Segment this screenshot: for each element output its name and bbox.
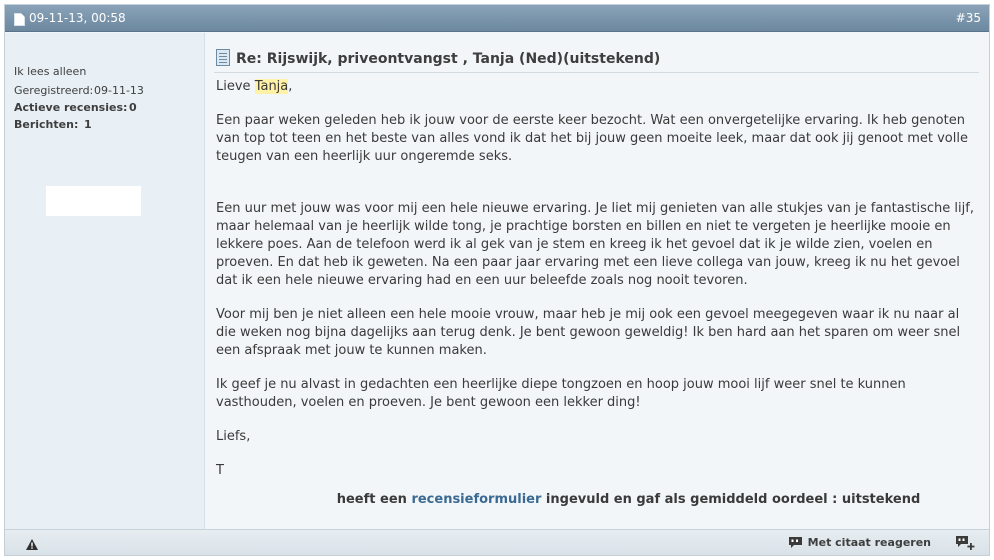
title-divider <box>214 72 979 73</box>
posts-label: Berichten: <box>14 118 79 131</box>
paragraph-4: Ik geef je nu alvast in gedachten een heerlijke diepe tongzoen en hoop jouw mooi lijf weer snel te kunnen vasthouden, voelen en proeven. Je bent gewoon een lekker ding! <box>216 377 906 410</box>
post-icon <box>216 49 230 66</box>
posts-row <box>14 116 92 133</box>
registered-label: Geregistreerd: <box>14 84 94 97</box>
posts-value: 1 <box>84 118 92 131</box>
document-icon <box>14 13 25 26</box>
post-footer <box>5 529 989 555</box>
review-summary <box>206 491 989 509</box>
post-message <box>216 78 981 480</box>
post-content <box>206 33 989 529</box>
paragraph-2: Een uur met jouw was voor mij een hele nieuwe ervaring. Je liet mij genieten van alle stukjes van je fantastische lijf, maar helemaal van je heerlijk wilde tong, je prachtige borsten en billen en niet te vergeten je heerlijke mooie en lekkere poes. Aan de telefoon werd ik al gek van je stem en kreeg ik het gevoel dat ik je wilde zien, voelen en proeven. En dat heb ik geweten. Na een paar jaar ervaring met een lieve collega van jouw, kreeg ik nu het gevoel dat ik een hele nieuwe ervaring had en een uur beleefde zoals nog nooit tevoren. <box>216 201 974 288</box>
user-info-panel <box>5 33 205 529</box>
greeting-prefix: Lieve <box>216 79 255 94</box>
paragraph-3: Voor mij ben je niet alleen een hele mooie vrouw, maar heb je mij ook een gevoel meegegeven waar ik nu naar al die weken nog bijna dagelijks aan terug denk. Je bent gewoon geweldig! Ik ben hard aan het sparen om weer snel een afspraak met jouw te kunnen maken. <box>216 307 961 358</box>
signature: T <box>216 463 224 478</box>
user-title: Ik lees alleen <box>14 65 87 78</box>
registered-row <box>14 82 144 99</box>
post-title: Re: Rijswijk, priveontvangst , Tanja (Ned)(uitstekend) <box>236 51 661 67</box>
avatar[interactable] <box>46 186 141 216</box>
reviews-label: Actieve recensies: <box>14 101 128 114</box>
reviews-value: 0 <box>129 101 137 114</box>
paragraph-1: Een paar weken geleden heb ik jouw voor de eerste keer bezocht. Wat een onvergetelijke ervaring. Ik heb genoten van top tot teen en het beste van alles vond ik dat het bij jouw geen moeite leek, maar dat ook jij genoot met volle teugen van een heerlijk uur ongeremde seks. <box>216 113 968 164</box>
highlighted-name: Tanja <box>254 79 289 94</box>
review-prefix: heeft een <box>336 492 412 507</box>
reviews-row <box>14 99 137 116</box>
review-form-link[interactable]: recensieformulier <box>411 492 542 507</box>
reply-with-quote-label: Met citaat reageren <box>807 536 931 549</box>
post-container <box>4 4 990 556</box>
reply-with-quote-button[interactable] <box>788 535 931 551</box>
multiquote-icon[interactable] <box>955 535 975 551</box>
post-date: 09-11-13, 00:58 <box>29 11 126 25</box>
warning-icon[interactable] <box>25 536 39 549</box>
post-number-link[interactable]: #35 <box>955 11 981 25</box>
registered-value: 09-11-13 <box>94 84 144 97</box>
post-header <box>5 5 989 32</box>
greeting-suffix: , <box>288 79 293 94</box>
greeting <box>216 78 981 96</box>
quote-icon <box>788 536 803 550</box>
review-suffix: ingevuld en gaf als gemiddeld oordeel : uitstekend <box>541 492 921 507</box>
closing: Liefs, <box>216 429 251 444</box>
